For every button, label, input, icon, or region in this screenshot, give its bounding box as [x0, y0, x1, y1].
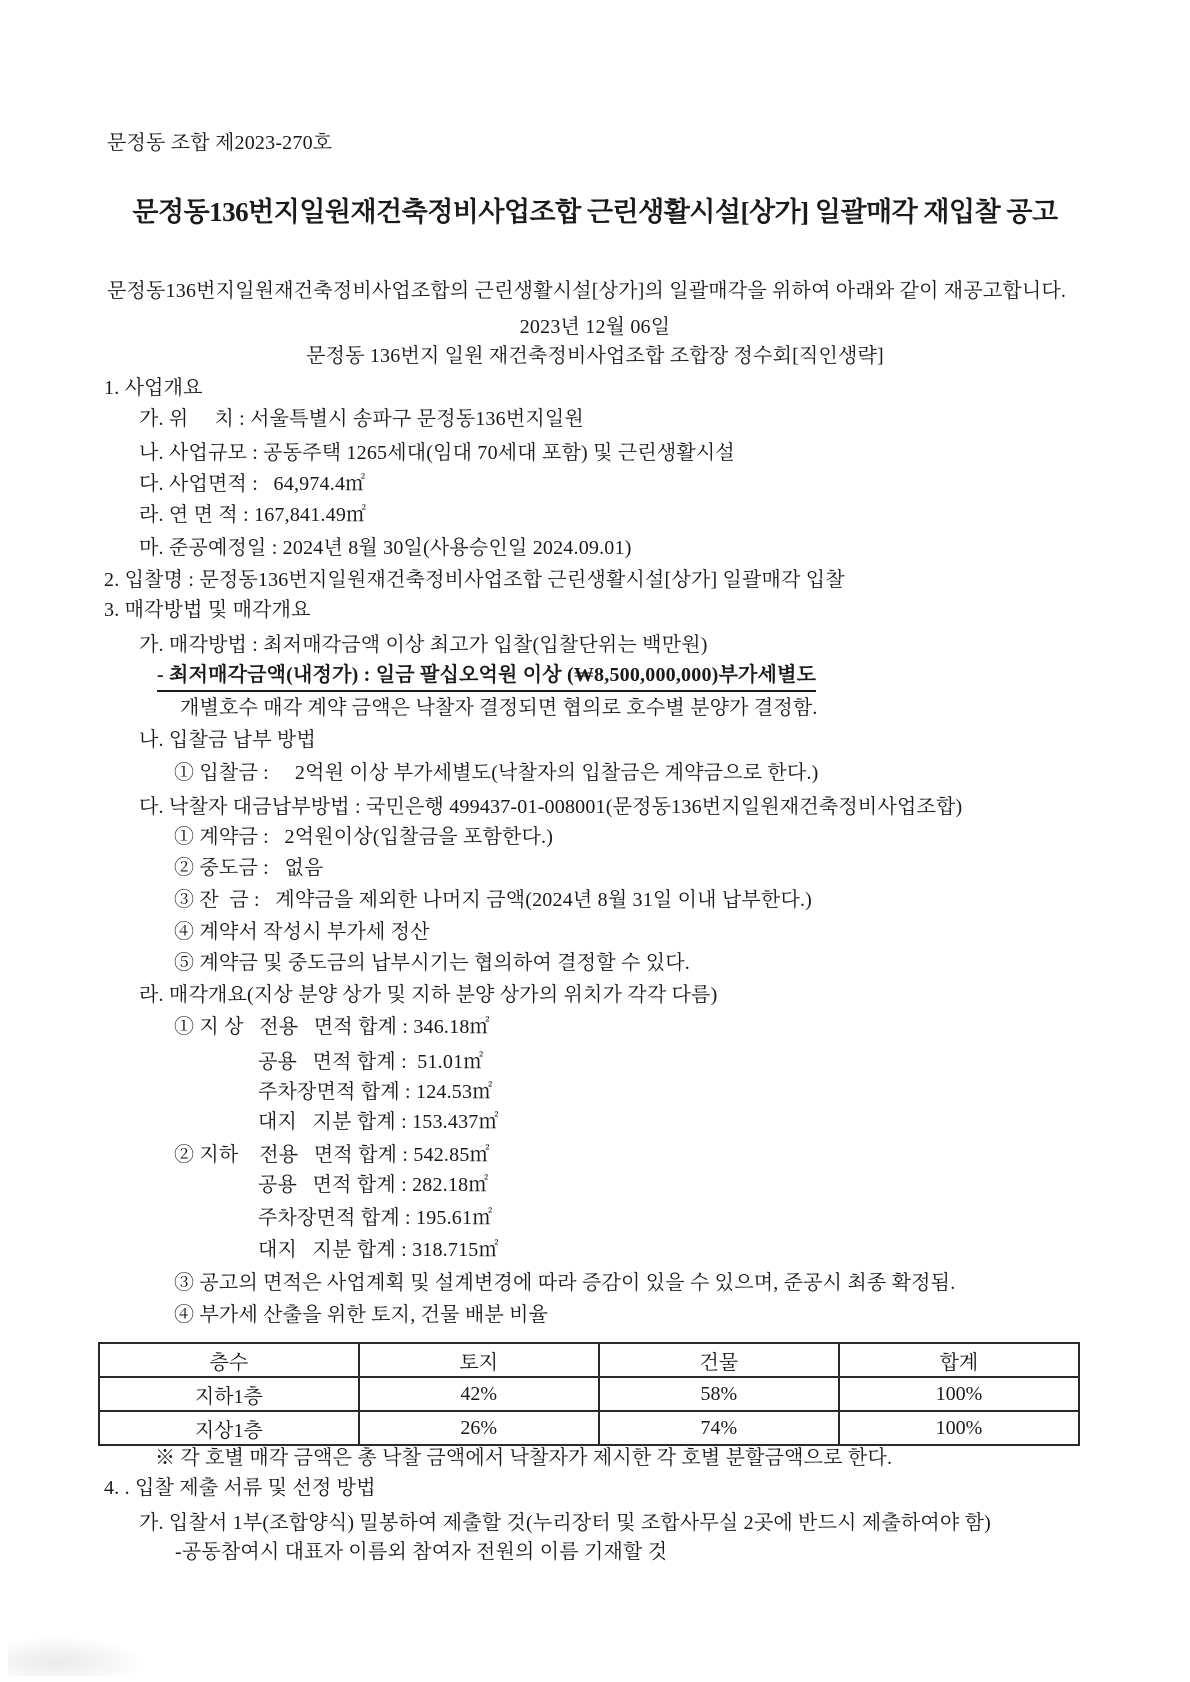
payment-heading: 다. 낙찰자 대금납부방법 : 국민은행 499437-01-008001(문정동136번지일원재건축정비사업조합)	[139, 796, 963, 818]
section1-location: 가. 위 치 : 서울특별시 송파구 문정동136번지일원	[139, 408, 584, 430]
signer-line: 문정동 136번지 일원 재건축정비사업조합 조합장 정수회[직인생략]	[306, 345, 884, 367]
table-cell-land: 26%	[359, 1411, 599, 1445]
section1-completion: 마. 준공예정일 : 2024년 8월 30일(사용승인일 2024.09.01)	[139, 537, 632, 559]
payment-item-1: ① 계약금 : 2억원이상(입찰금을 포함한다.)	[174, 826, 554, 848]
basement-area-line-2: 공용 면적 합계 : 282.18㎡	[258, 1174, 489, 1196]
intro-paragraph: 문정동136번지일원재건축정비사업조합의 근린생활시설[상가]의 일괄매각을 위하여 아래와 같이 재공고합니다.	[107, 280, 1067, 302]
allocation-table	[98, 1342, 1080, 1446]
payment-item-5: ⑤ 계약금 및 중도금의 납부시기는 협의하여 결정할 수 있다.	[174, 952, 690, 974]
min-price-note: 개별호수 매각 계약 금액은 낙찰자 결정되면 협의로 호수별 분양가 결정함.	[180, 697, 818, 719]
table-header-floor: 층수	[99, 1343, 359, 1377]
section4-item-1: 가. 입찰서 1부(조합양식) 밀봉하여 제출할 것(누리장터 및 조합사무실 2곳에 반드시 제출하여야 함)	[139, 1512, 991, 1534]
deposit-item-1: ① 입찰금 : 2억원 이상 부가세별도(낙찰자의 입찰금은 계약금으로 한다.)	[174, 762, 819, 784]
doc-date: 2023년 12월 06일	[519, 316, 671, 338]
section4-subitem-1: -공동참여시 대표자 이름외 참여자 전원의 이름 기재할 것	[175, 1541, 668, 1563]
doc-number: 문정동 조합 제2023-270호	[107, 132, 333, 154]
scan-smudge	[8, 1636, 148, 1676]
basement-area-line-1: ② 지하 전용 면적 합계 : 542.85㎡	[174, 1144, 490, 1166]
payment-item-3: ③ 잔 금 : 계약금을 제외한 나머지 금액(2024년 8월 31일 이내 납부한다.)	[174, 889, 813, 911]
section3-method: 가. 매각방법 : 최저매각금액 이상 최고가 입찰(입찰단위는 백만원)	[139, 634, 708, 656]
section4-heading: 4. . 입찰 제출 서류 및 선정 방법	[104, 1477, 376, 1499]
overview-heading: 라. 매각개요(지상 분양 상가 및 지하 분양 상가의 위치가 각각 다름)	[139, 984, 718, 1006]
ground-area-line-3: 주차장면적 합계 : 124.53㎡	[258, 1081, 493, 1103]
ground-area-line-4: 대지 지분 합계 : 153.437㎡	[258, 1111, 499, 1133]
payment-item-4: ④ 계약서 작성시 부가세 정산	[174, 921, 430, 943]
basement-area-line-3: 주차장면적 합계 : 195.61㎡	[258, 1207, 493, 1229]
section1-scale: 나. 사업규모 : 공동주택 1265세대(임대 70세대 포함) 및 근린생활시설	[139, 442, 735, 464]
vat-ratio-note: ④ 부가세 산출을 위한 토지, 건물 배분 비율	[174, 1304, 549, 1326]
table-cell-building: 58%	[599, 1377, 839, 1411]
deposit-heading: 나. 입찰금 납부 방법	[139, 729, 316, 751]
table-cell-building: 74%	[599, 1411, 839, 1445]
section1-heading: 1. 사업개요	[104, 377, 203, 399]
table-note: ※ 각 호별 매각 금액은 총 낙찰 금액에서 낙찰자가 제시한 각 호별 분할금액으로 한다.	[155, 1447, 893, 1469]
ground-area-line-2: 공용 면적 합계 : 51.01㎡	[258, 1051, 484, 1073]
section1-floor-area: 라. 연 면 적 : 167,841.49㎡	[139, 504, 367, 526]
payment-item-2: ② 중도금 : 없음	[174, 857, 324, 879]
table-cell-land: 42%	[359, 1377, 599, 1411]
section2-heading: 2. 입찰명 : 문정동136번지일원재건축정비사업조합 근린생활시설[상가] 일괄매각 입찰	[104, 569, 845, 591]
area-change-note: ③ 공고의 면적은 사업계획 및 설계변경에 따라 증감이 있을 수 있으며, 준공시 최종 확정됨.	[174, 1272, 956, 1294]
section3-heading: 3. 매각방법 및 매각개요	[104, 599, 311, 621]
doc-title: 문정동136번지일원재건축정비사업조합 근린생활시설[상가] 일괄매각 재입찰 공고	[132, 197, 1058, 227]
ground-area-line-1: ① 지 상 전용 면적 합계 : 346.18㎡	[174, 1016, 490, 1038]
table-header-land: 토지	[359, 1343, 599, 1377]
basement-area-line-4: 대지 지분 합계 : 318.715㎡	[258, 1239, 499, 1261]
table-row	[99, 1411, 1079, 1445]
table-cell-floor: 지상1층	[99, 1411, 359, 1445]
table-row	[99, 1377, 1079, 1411]
min-price-line: - 최저매각금액(내정가) : 일금 팔십오억원 이상 (₩8,500,000,000)부가세별도	[157, 662, 816, 692]
table-header-building: 건물	[599, 1343, 839, 1377]
table-header-total: 합계	[839, 1343, 1079, 1377]
table-cell-total: 100%	[839, 1411, 1079, 1445]
table-header-row	[99, 1343, 1079, 1377]
table-cell-total: 100%	[839, 1377, 1079, 1411]
table-cell-floor: 지하1층	[99, 1377, 359, 1411]
section1-site-area: 다. 사업면적 : 64,974.4㎡	[139, 473, 366, 495]
